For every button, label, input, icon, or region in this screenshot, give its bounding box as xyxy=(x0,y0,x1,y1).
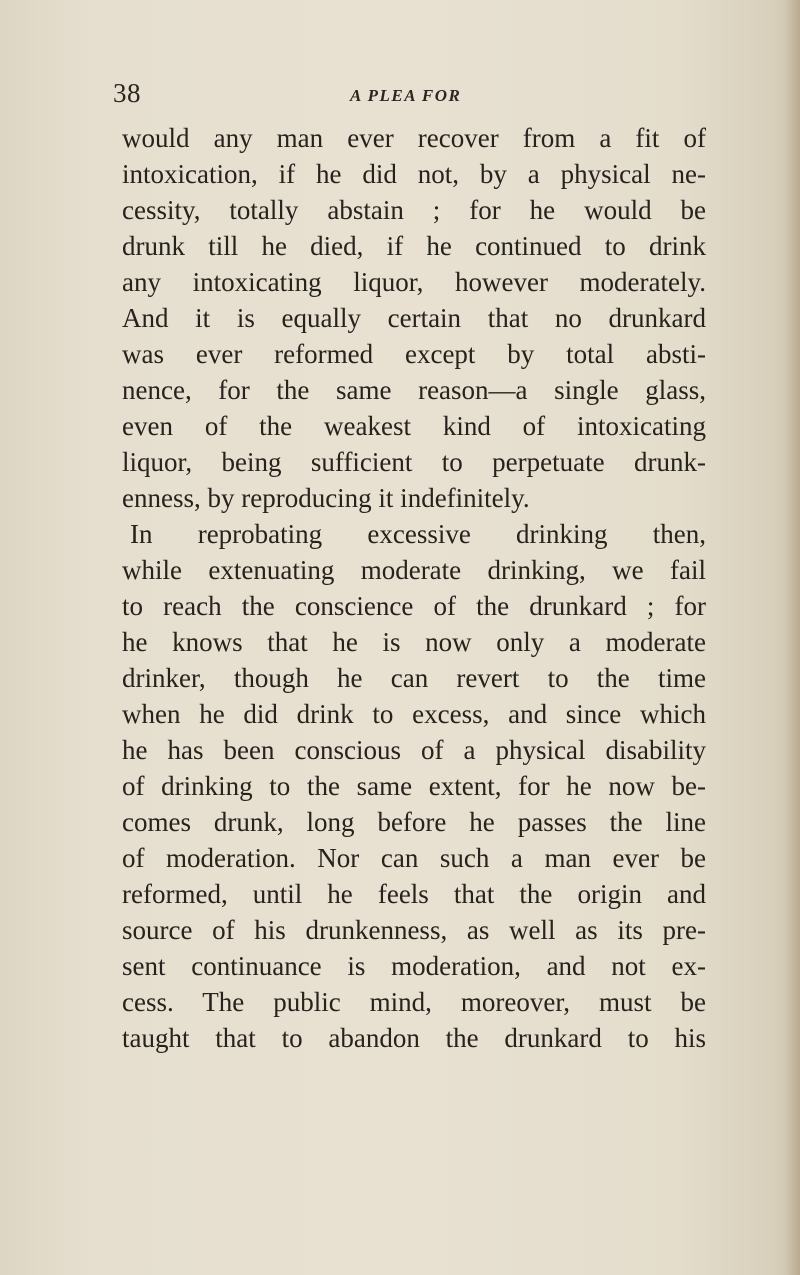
text-line: nence, for the same reason—a single glass, xyxy=(122,375,706,405)
page-number: 38 xyxy=(113,78,141,108)
body-text xyxy=(122,120,706,1056)
text-line: sent continuance is moderation, and not ex- xyxy=(122,951,706,981)
text-line: enness, by reproducing it indefinitely. xyxy=(122,483,530,513)
text-line: while extenuating moderate drinking, we fail xyxy=(122,555,706,585)
text-line: cess. The public mind, moreover, must be xyxy=(122,987,706,1017)
text-line: And it is equally certain that no drunkard xyxy=(122,303,706,333)
text-line: he knows that he is now only a moderate xyxy=(122,627,706,657)
text-line: to reach the conscience of the drunkard ; for xyxy=(122,591,706,621)
text-line: intoxication, if he did not, by a physical ne- xyxy=(122,159,706,189)
text-line: of drinking to the same extent, for he now be- xyxy=(122,771,706,801)
text-line: even of the weakest kind of intoxicating xyxy=(122,411,706,441)
text-line: In reprobating excessive drinking then, xyxy=(130,519,706,549)
text-line: liquor, being sufficient to perpetuate drunk- xyxy=(122,447,706,477)
text-line: comes drunk, long before he passes the line xyxy=(122,807,706,837)
text-line: any intoxicating liquor, however moderately. xyxy=(122,267,706,297)
text-line: when he did drink to excess, and since which xyxy=(122,699,706,729)
text-line: reformed, until he feels that the origin and xyxy=(122,879,706,909)
text-line: drinker, though he can revert to the time xyxy=(122,663,706,693)
text-line: taught that to abandon the drunkard to his xyxy=(122,1023,706,1053)
text-line: would any man ever recover from a fit of xyxy=(122,123,706,153)
text-line: source of his drunkenness, as well as its pre- xyxy=(122,915,706,945)
text-line: drunk till he died, if he continued to drink xyxy=(122,231,706,261)
text-line: of moderation. Nor can such a man ever be xyxy=(122,843,706,873)
text-line: he has been conscious of a physical disability xyxy=(122,735,706,765)
running-head: A PLEA FOR xyxy=(350,86,462,105)
page-header xyxy=(113,78,703,118)
text-line: was ever reformed except by total absti- xyxy=(122,339,706,369)
page-edge-shadow xyxy=(786,0,800,1275)
text-line: cessity, totally abstain ; for he would be xyxy=(122,195,706,225)
